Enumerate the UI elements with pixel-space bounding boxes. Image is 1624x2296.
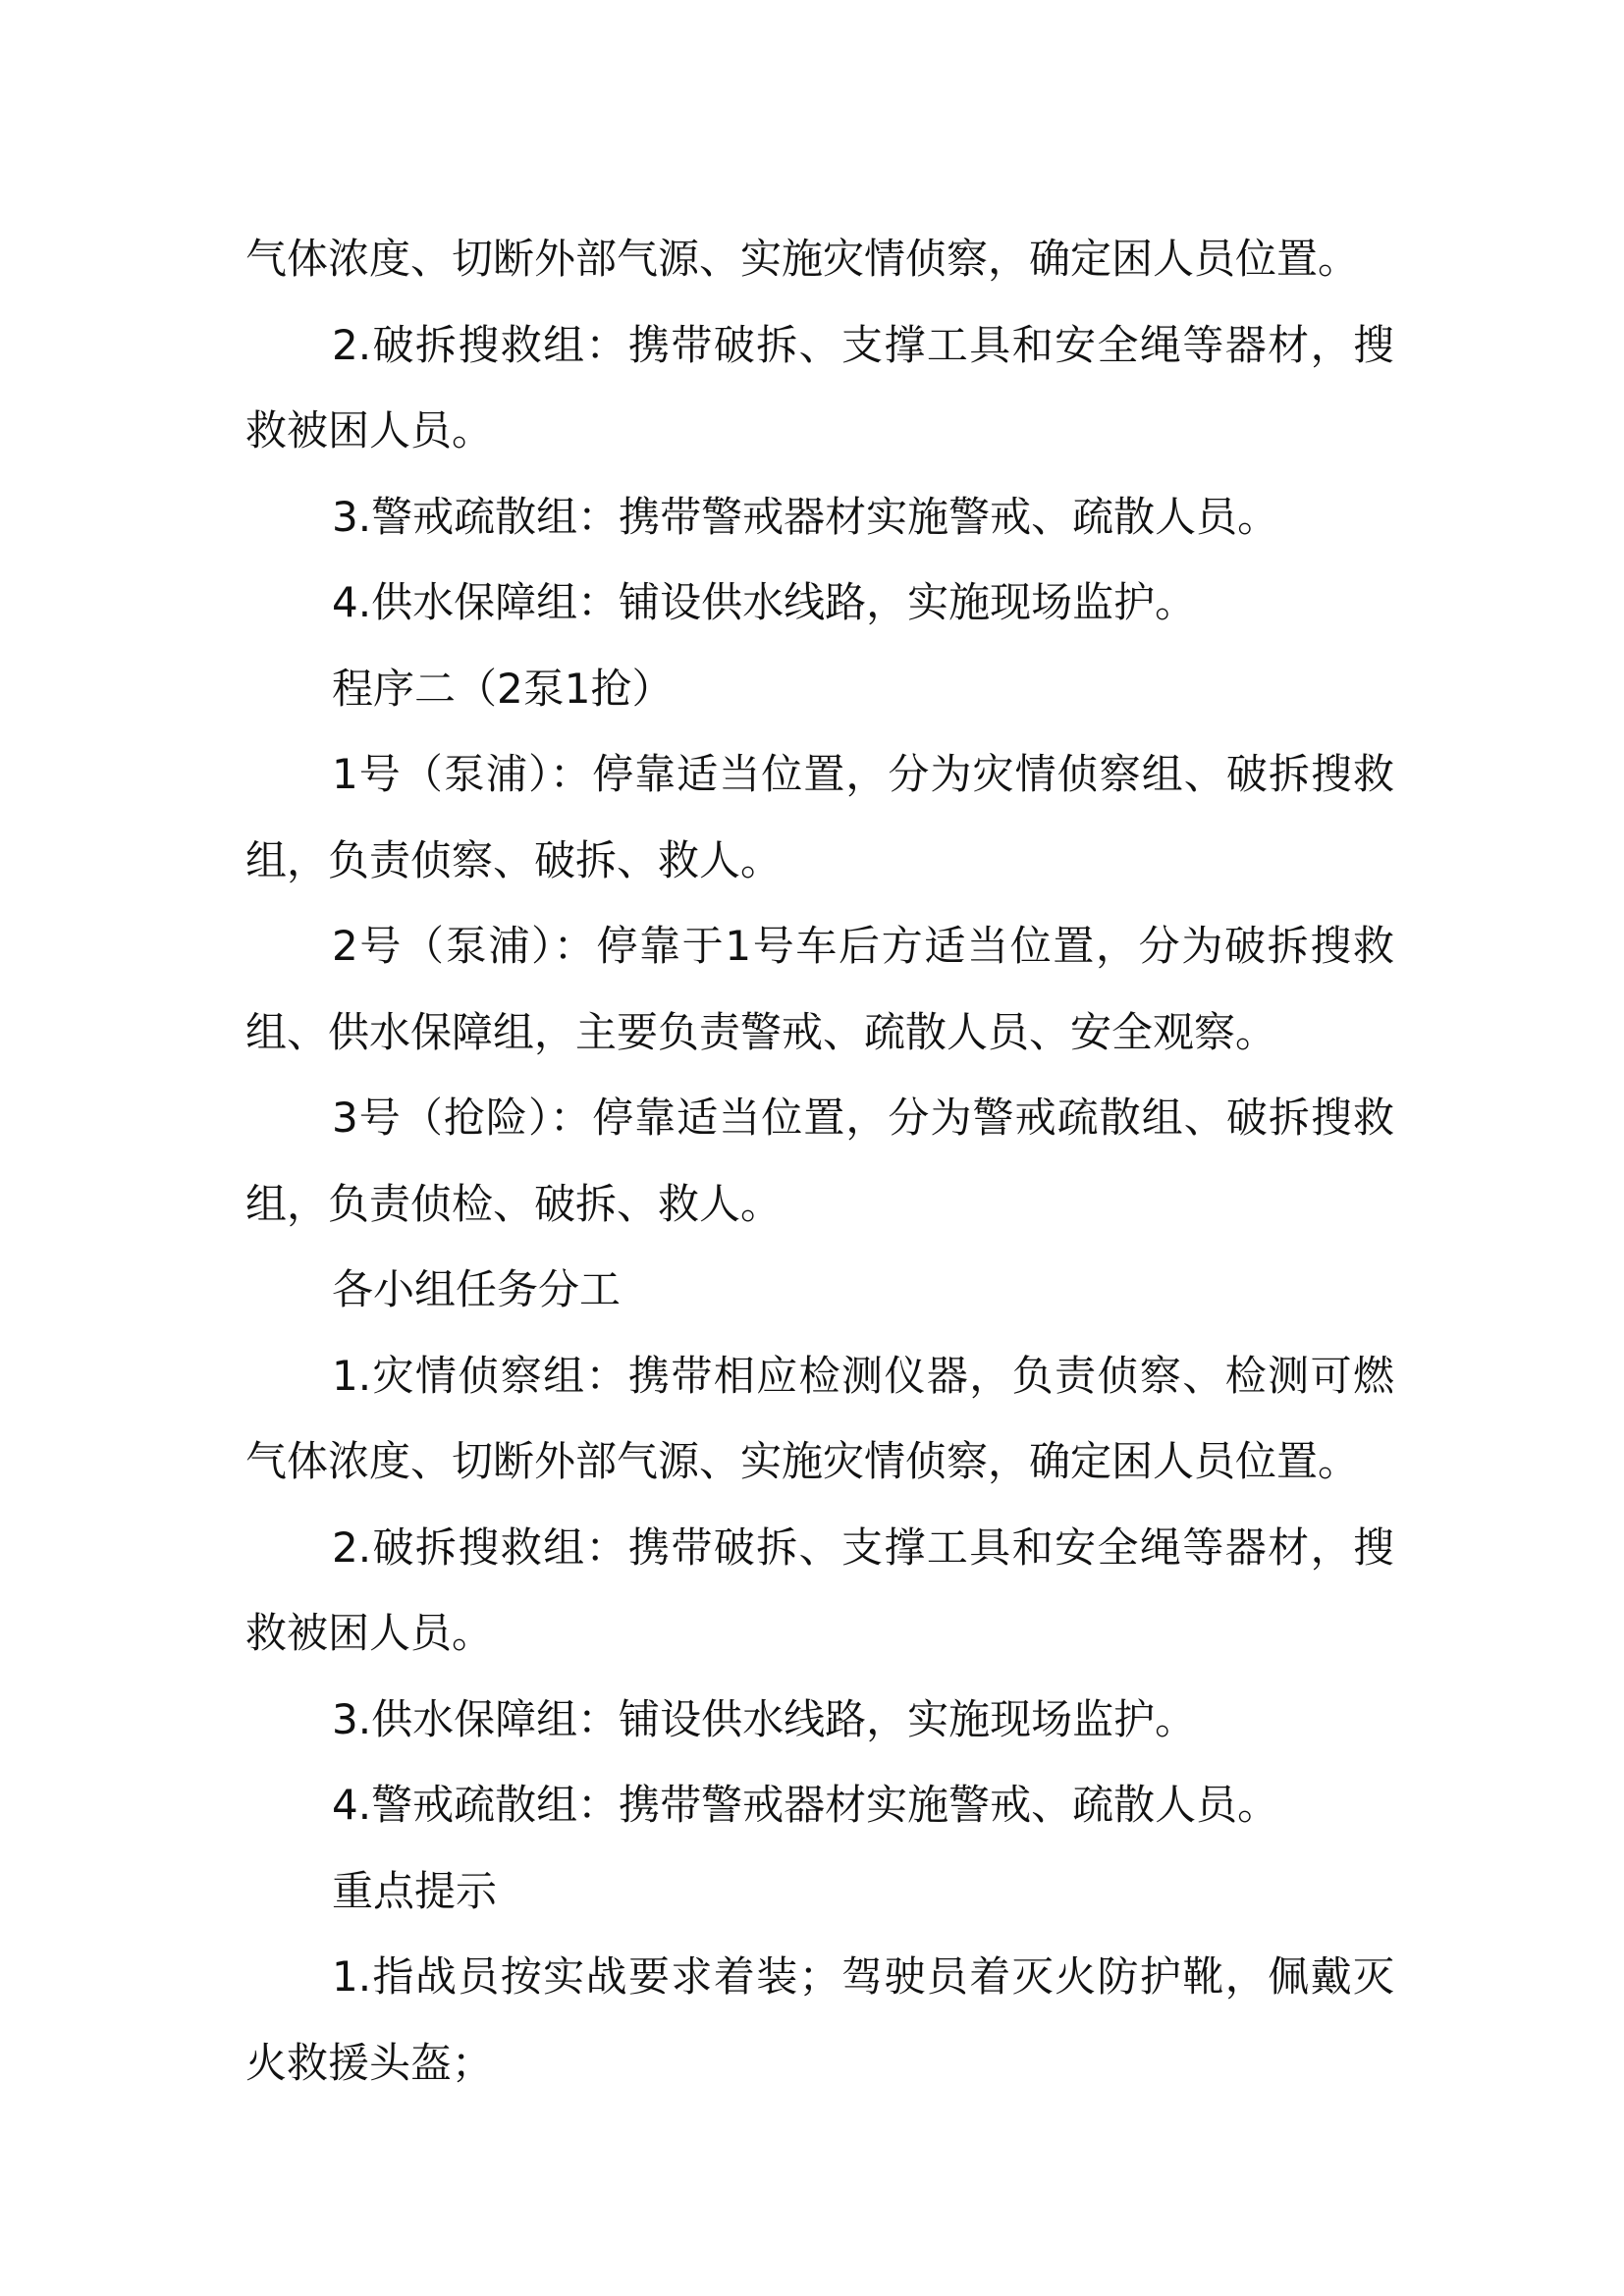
paragraph: 2.破拆搜救组：携带破拆、支撑工具和安全绳等器材，搜救被困人员。 <box>245 1522 1394 1657</box>
paragraph: 3号（抢险）：停靠适当位置，分为警戒疏散组、破拆搜救组，负责侦检、破拆、救人。 <box>245 1094 1394 1228</box>
paragraph: 2.破拆搜救组：携带破拆、支撑工具和安全绳等器材，搜救被困人员。 <box>245 320 1394 454</box>
paragraph: 3.警戒疏散组：携带警戒器材实施警戒、疏散人员。 <box>332 492 1279 541</box>
paragraph: 1.灾情侦察组：携带相应检测仪器，负责侦察、检测可燃气体浓度、切断外部气源、实施灾情侦察，确定困人员位置。 <box>245 1351 1394 1485</box>
paragraph: 1号（泵浦）：停靠适当位置，分为灾情侦察组、破拆搜救组，负责侦察、破拆、救人。 <box>245 750 1394 884</box>
paragraph: 气体浓度、切断外部气源、实施灾情侦察，确定困人员位置。 <box>245 235 1360 283</box>
paragraph: 4.供水保障组：铺设供水线路，实施现场监护。 <box>332 578 1197 626</box>
paragraph: 1.指战员按实战要求着装；驾驶员着灭火防护靴，佩戴灭火救援头盔； <box>245 1952 1394 2087</box>
paragraph: 3.供水保障组：铺设供水线路，实施现场监护。 <box>332 1694 1197 1743</box>
paragraph: 2号（泵浦）：停靠于1号车后方适当位置，分为破拆搜救组、供水保障组，主要负责警戒、疏散人员、安全观察。 <box>245 922 1394 1056</box>
paragraph: 4.警戒疏散组：携带警戒器材实施警戒、疏散人员。 <box>332 1781 1279 1829</box>
section-heading: 各小组任务分工 <box>332 1265 622 1313</box>
section-heading: 程序二（2泵1抢） <box>332 664 674 713</box>
document-body <box>245 216 1394 2106</box>
section-heading: 重点提示 <box>332 1866 498 1915</box>
